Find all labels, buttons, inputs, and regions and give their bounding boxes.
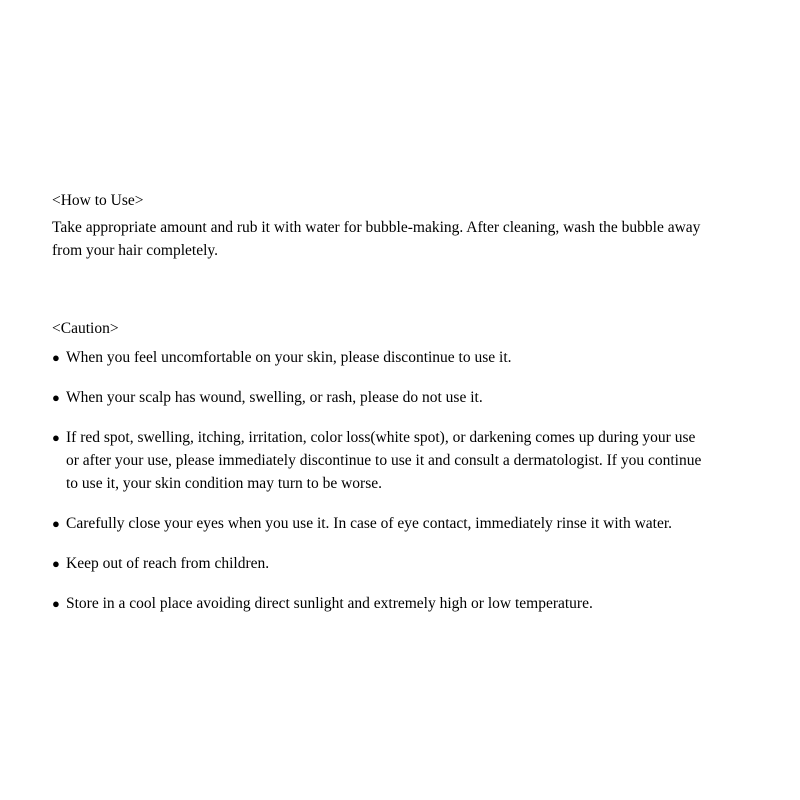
bullet-icon: ● (52, 350, 60, 365)
bullet-icon: ● (52, 430, 60, 445)
list-item-text: Keep out of reach from children. (66, 555, 270, 572)
list-item-text: Carefully close your eyes when you use it. In case of eye contact, immediately rinse it with water. (66, 515, 673, 532)
list-item-text: When you feel uncomfortable on your skin, please discontinue to use it. (66, 349, 512, 366)
bullet-icon: ● (52, 390, 60, 405)
list-item (52, 552, 712, 575)
how-to-use-paragraph: Take appropriate amount and rub it with water for bubble-making. After cleaning, wash the bubble away from your hair completely. (52, 219, 701, 259)
caution-section (52, 318, 712, 615)
list-item-text: Store in a cool place avoiding direct sunlight and extremely high or low temperature. (66, 595, 593, 612)
how-to-use-heading: <How to Use> (52, 192, 144, 209)
list-item (52, 346, 712, 369)
list-item (52, 426, 712, 495)
list-item-text: If red spot, swelling, itching, irritation, color loss(white spot), or darkening comes up during your use or after your use, please immediately discontinue to use it and consult a dermatologist. If you continue to use it, your skin condition may turn to be worse. (66, 429, 702, 492)
how-to-use-section (52, 190, 712, 262)
bullet-icon: ● (52, 516, 60, 531)
list-item (52, 592, 712, 615)
list-item (52, 512, 712, 535)
list-item (52, 386, 712, 409)
caution-heading: <Caution> (52, 320, 119, 337)
caution-list (52, 346, 712, 615)
bullet-icon: ● (52, 596, 60, 611)
list-item-text: When your scalp has wound, swelling, or rash, please do not use it. (66, 389, 483, 406)
bullet-icon: ● (52, 556, 60, 571)
document-content (52, 190, 712, 615)
